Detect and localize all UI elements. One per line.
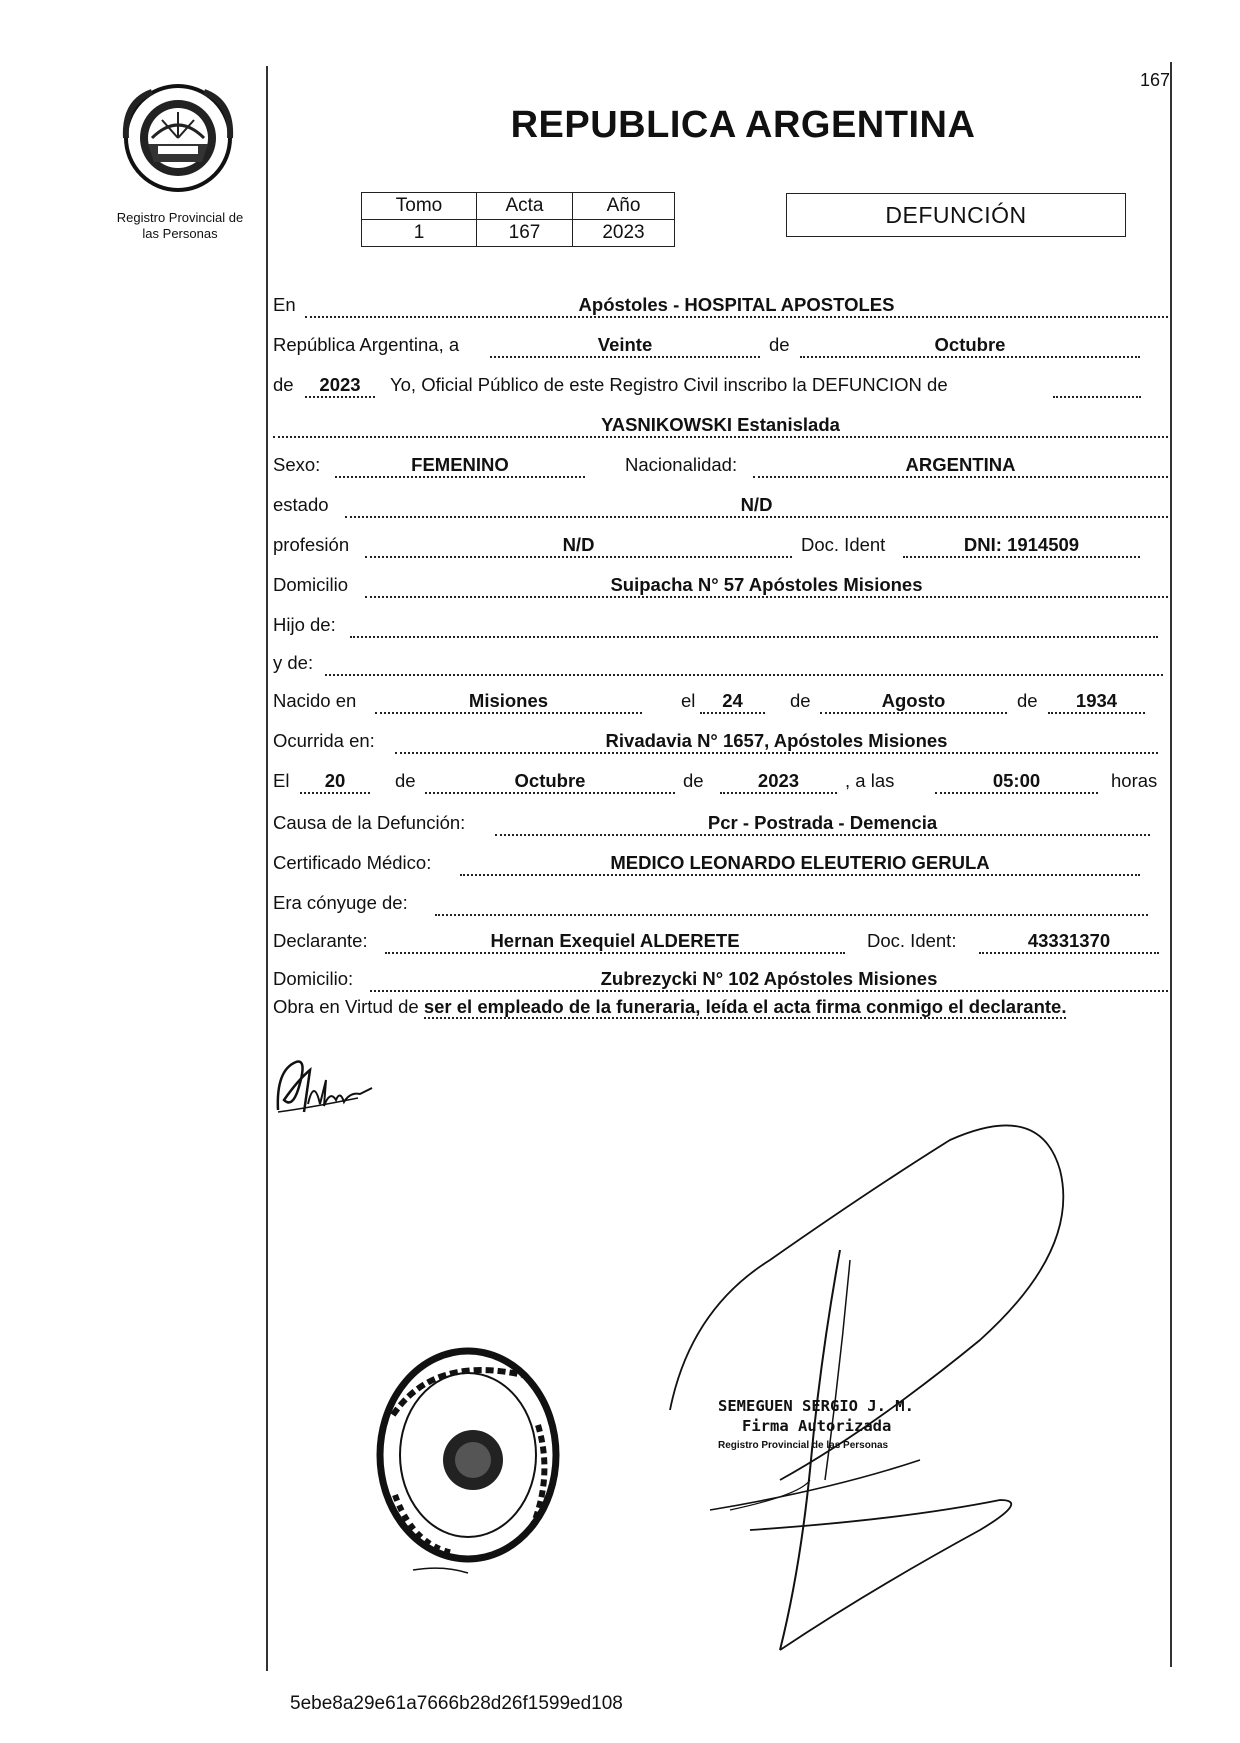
label-de-1: de (769, 334, 790, 355)
field-profesion: N/D (365, 534, 792, 558)
row-declarante (273, 924, 1168, 954)
document-type-box: DEFUNCIÓN (786, 193, 1126, 237)
field-mes: Octubre (800, 334, 1140, 358)
registry-caption (96, 210, 264, 242)
field-anio: 2023 (305, 374, 375, 398)
label-nacionalidad: Nacionalidad: (625, 454, 738, 475)
field-dia-letras: Veinte (490, 334, 760, 358)
row-ocurrida (273, 724, 1168, 754)
field-def-dia: 20 (300, 770, 370, 794)
label-a-las: , a las (845, 770, 895, 791)
provincia-de-misiones-coat-of-arms-icon (122, 82, 234, 194)
row-conyuge (273, 886, 1168, 916)
row-nacimiento (273, 684, 1168, 714)
anio-value: 2023 (573, 220, 675, 247)
label-de-5: de (395, 770, 416, 791)
field-ocurrida-en: Rivadavia N° 1657, Apóstoles Misiones (395, 730, 1158, 754)
field-fallecido: YASNIKOWSKI Estanislada (273, 414, 1168, 438)
label-domicilio-2: Domicilio: (273, 968, 354, 989)
field-declarante-doc: 43331370 (979, 930, 1159, 954)
field-conyuge (435, 892, 1148, 916)
field-causa: Pcr - Postrada - Demencia (495, 812, 1150, 836)
anio-label: Año (573, 193, 675, 220)
field-lugar: Apóstoles - HOSPITAL APOSTOLES (305, 294, 1168, 318)
official-role: Firma Autorizada (742, 1417, 892, 1435)
label-causa: Causa de la Defunción: (273, 812, 466, 833)
label-domicilio: Domicilio (273, 574, 349, 595)
field-declarante-domicilio: Zubrezycki N° 102 Apóstoles Misiones (370, 968, 1168, 992)
page-title: REPUBLICA ARGENTINA (510, 104, 976, 146)
row-fecha-defuncion (273, 764, 1168, 794)
row-domicilio (273, 568, 1168, 598)
row-profesion (273, 528, 1168, 558)
right-margin-line (1170, 62, 1172, 1667)
field-domicilio: Suipacha N° 57 Apóstoles Misiones (365, 574, 1168, 598)
row-fallecido (273, 408, 1168, 438)
official-handwritten-signature (650, 1110, 1090, 1675)
record-number-table (361, 192, 675, 247)
row-estado (273, 488, 1168, 518)
field-y-de (325, 652, 1163, 676)
label-conyuge: Era cónyuge de: (273, 892, 408, 913)
label-de-3: de (790, 690, 811, 711)
label-de-2: de (273, 374, 294, 395)
page-number: 167 (1140, 70, 1171, 90)
field-inscribo-blank (1053, 374, 1141, 398)
field-obra-virtud: ser el empleado de la funeraria, leída el acta firma conmigo el declarante. (423, 996, 1067, 1017)
label-sexo: Sexo: (273, 454, 321, 475)
label-estado: estado (273, 494, 329, 515)
field-nac-anio: 1934 (1048, 690, 1145, 714)
field-sexo: FEMENINO (335, 454, 585, 478)
tomo-label: Tomo (362, 193, 477, 220)
row-fecha (273, 328, 1168, 358)
label-de-6: de (683, 770, 704, 791)
label-doc-ident: Doc. Ident (801, 534, 886, 555)
label-republica: República Argentina, a (273, 334, 460, 355)
field-def-mes: Octubre (425, 770, 675, 794)
registry-caption-line1: Registro Provincial de (116, 210, 244, 225)
field-hijo-de (350, 614, 1158, 638)
registry-caption-line2: las Personas (142, 226, 218, 241)
label-nacido-en: Nacido en (273, 690, 357, 711)
label-doc-ident-2: Doc. Ident: (867, 930, 957, 951)
left-margin-line (266, 66, 268, 1671)
row-inscripcion (273, 368, 1168, 398)
field-dni: DNI: 1914509 (903, 534, 1140, 558)
document-hash: 5ebe8a29e61a7666b28d26f1599ed108 (290, 1693, 623, 1714)
acta-value: 167 (477, 220, 573, 247)
field-certificado: MEDICO LEONARDO ELEUTERIO GERULA (460, 852, 1140, 876)
label-hijo-de: Hijo de: (273, 614, 336, 635)
field-estado: N/D (345, 494, 1168, 518)
row-declarante-domicilio (273, 962, 1168, 992)
acta-label: Acta (477, 193, 573, 220)
row-sexo (273, 448, 1168, 478)
label-el-cap: El (273, 770, 290, 791)
field-declarante: Hernan Exequiel ALDERETE (385, 930, 845, 954)
tomo-value: 1 (362, 220, 477, 247)
registry-office-round-stamp-icon (373, 1345, 563, 1580)
row-causa (273, 806, 1168, 836)
field-def-anio: 2023 (720, 770, 837, 794)
row-hijo-de (273, 608, 1168, 638)
label-profesion: profesión (273, 534, 350, 555)
label-certificado: Certificado Médico: (273, 852, 432, 873)
field-nac-mes: Agosto (820, 690, 1007, 714)
label-el: el (681, 690, 696, 711)
field-nac-dia: 24 (700, 690, 765, 714)
obra-en-virtud (273, 995, 1168, 1019)
field-nacionalidad: ARGENTINA (753, 454, 1168, 478)
label-y-de: y de: (273, 652, 314, 673)
official-name: SEMEGUEN SERGIO J. M. (718, 1397, 914, 1415)
label-obra: Obra en Virtud de (273, 996, 419, 1017)
label-horas: horas (1111, 770, 1158, 791)
row-y-de (273, 646, 1168, 676)
declarant-handwritten-signature (268, 1050, 388, 1125)
label-de-4: de (1017, 690, 1038, 711)
label-inscribo: Yo, Oficial Público de este Registro Civil inscribo la DEFUNCION de (390, 374, 948, 395)
row-lugar (273, 288, 1168, 318)
row-certificado (273, 846, 1168, 876)
field-nacido-en: Misiones (375, 690, 642, 714)
field-hora: 05:00 (935, 770, 1098, 794)
official-signature-block (718, 1396, 914, 1456)
official-org: Registro Provincial de las Personas (718, 1440, 889, 1451)
label-ocurrida-en: Ocurrida en: (273, 730, 375, 751)
label-declarante: Declarante: (273, 930, 368, 951)
label-en: En (273, 294, 296, 315)
